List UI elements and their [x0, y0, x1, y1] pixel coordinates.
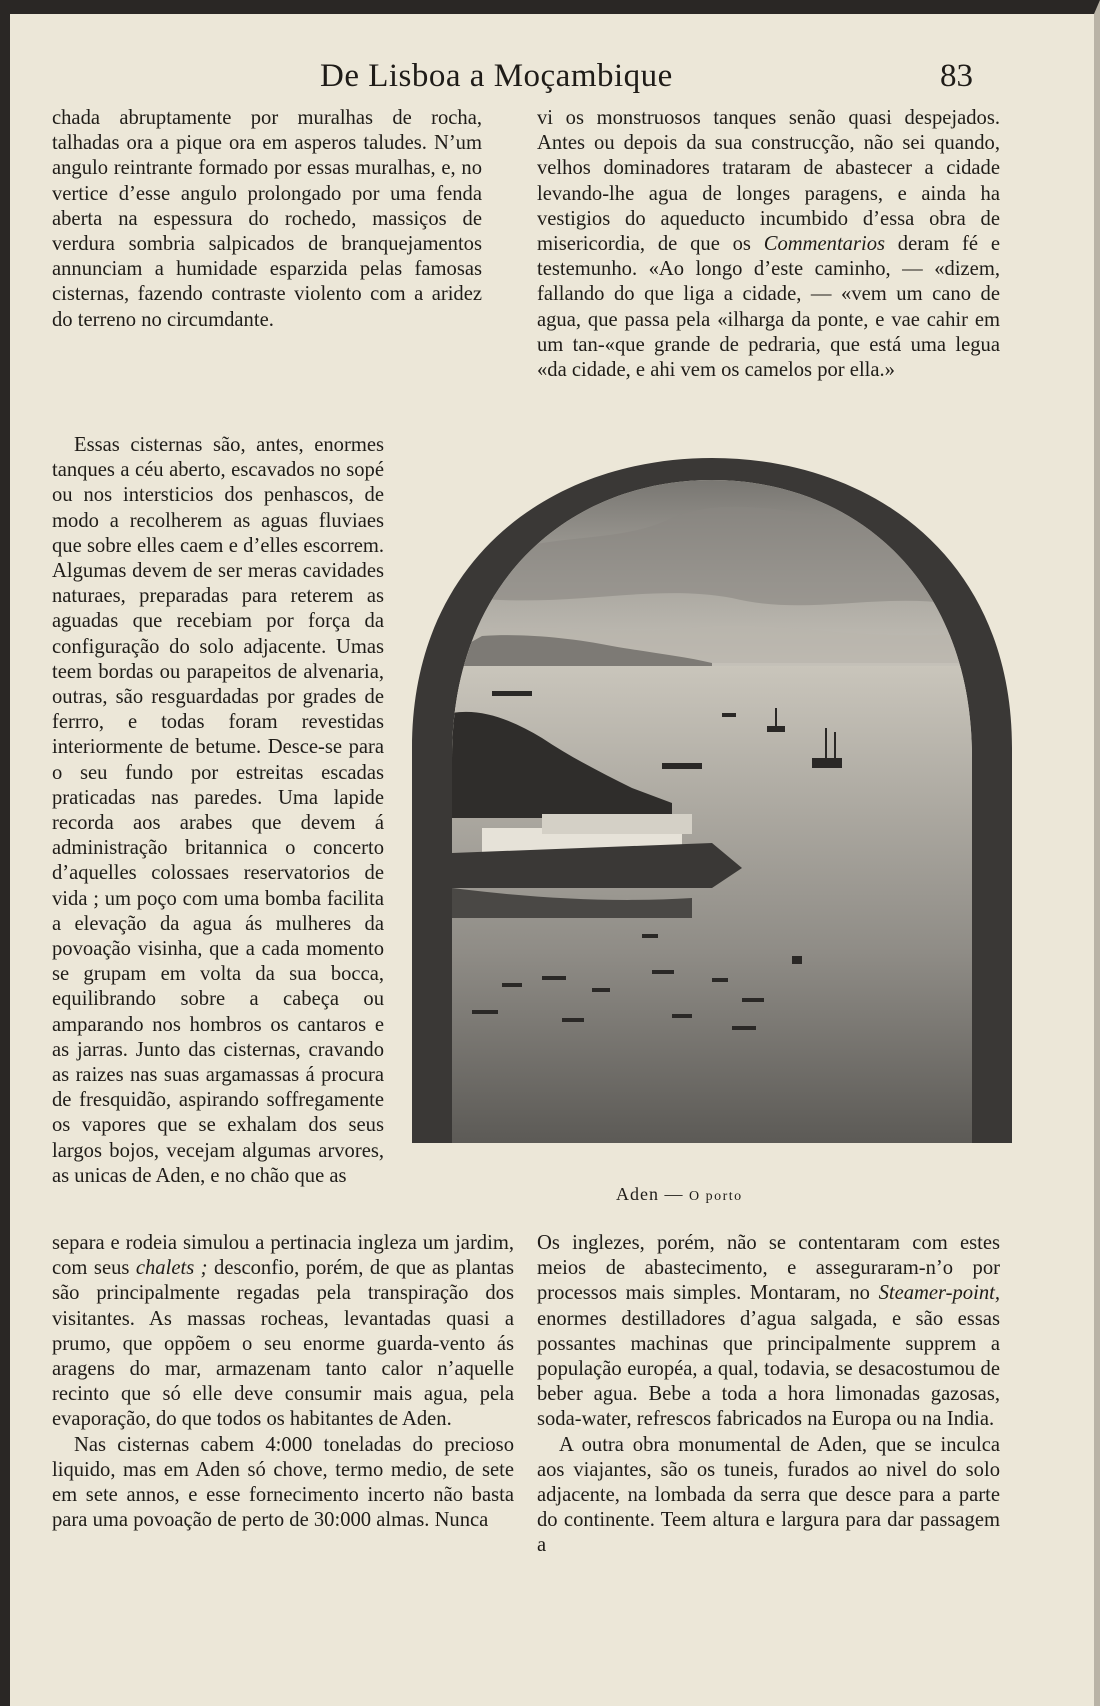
paragraph: Essas cisternas são, antes, enormes tanques a céu aberto, escavados no sopé ou nos intersticios dos penhascos, de modo a recolherem as aguas fluviaes que sobre elles caem e d’elles escorrem. Algumas devem de ser meras cavidades naturaes, preparadas para reterem as aguadas que recebiam por força da configuração do solo adjacente. Umas teem bordas ou parapeitos de alvenaria, outras, são resguardadas por grades de ferrro, e todas foram revestidas interiormente de betume. Desce-se para o seu fundo por estreitas escadas praticadas nas paredes. Uma lapide recorda aos arabes que devem á administração britannica o concerto d’aquelles colossaes reservatorios de vida ; um poço com uma bomba facilita a elevação da agua ás mulheres da povoação visinha, que a cada momento se grupam em volta da sua bocca, equilibrando sobre a cabeça ou amparando nos hombros os cantaros e as jarras. Junto das cisternas, cravando as raizes nas suas argamassas á procura de fresquidão, aspirando soffregamente os vapores que se exhalam dos seus largos bojos, vecejam algumas arvores, as unicas de Aden, e no chão que as [52, 434, 384, 1187]
italic-term: Steamer-point, [878, 1282, 1000, 1305]
italic-term: Commentarios [763, 233, 886, 256]
left-column-bottom [52, 1231, 514, 1533]
aden-harbour-illustration [412, 458, 1012, 1143]
paragraph: chada abruptamente por muralhas de rocha, talhadas ora a pique ora em asperos taludes. N’um angulo reintrante formado por essas muralhas, e, no vertice d’esse angulo prolongado por uma fenda aberta na espessura do rochedo, massiços de verdura sombria salpicados de branquejamentos annunciam a humidade esparzida pelas famosas cisternas, fazendo contraste violento com a aridez do terreno no circumdante. [52, 107, 482, 331]
harbour-buildings [542, 814, 692, 834]
left-column-top [52, 106, 482, 333]
figure-caption: Aden — O porto [616, 1184, 743, 1204]
paragraph: vi os monstruosos tanques senão quasi despejados. Antes ou depois da sua construcção, não sei quando, velhos dominadores trataram de abastecer a cidade levando-lhe agua de longes paragens, e ainda ha vestigios do aqueducto incumbido d’essa obra de misericordia, de que os Commentarios deram fé e testemunho. «Ao longo d’este caminho, — «dizem, fallando do que liga a cidade, — «vem um cano de agua, que passa pela «ilharga da ponte, e vae cahir em um tan-«que grande de pedraria, que está uma legua «da cidade, e ahi vem os camelos por ella.» [537, 107, 1000, 382]
right-column-bottom [537, 1231, 1000, 1559]
paragraph: Os inglezes, porém, não se contentaram com estes meios de abastecimento, e asseguraram-n’o por processos mais simples. Montaram, no Steamer-point, enormes destilladores d’agua salgada, e são essas possantes machinas que principalmente supprem a população européa, a qual, todavia, se desacostumou de beber agua. Bebe a toda a hora limonadas gazosas, soda-water, refrescos fabricados na Europa ou na India. [537, 1232, 1000, 1431]
paragraph: Nas cisternas cabem 4:000 toneladas do precioso liquido, mas em Aden só chove, termo medio, de sete em sete annos, e esse fornecimento incerto não basta para uma povoação de perto de 30:000 almas. Nunca [52, 1433, 514, 1532]
right-column-top [537, 106, 1000, 383]
italic-term: chalets ; [135, 1257, 208, 1280]
paragraph: separa e rodeia simulou a pertinacia ingleza um jardim, com seus chalets ; desconfio, porém, de que as plantas são principalmente regadas pela transpiração dos visitantes. As massas rocheas, levantadas quasi a prumo, que oppõem o seu enorme guarda-vento ás aragens do mar, armazenam tanto calor n’aquelle recinto que só elle deve consumir mais agua, pela evaporação, do que todos os habitantes de Aden. [52, 1232, 515, 1431]
left-column-narrow [52, 433, 384, 1189]
running-title: De Lisboa a Moçambique [320, 58, 673, 94]
paragraph: A outra obra monumental de Aden, que se inculca aos viajantes, são os tuneis, furados ao nivel do solo adjacente, na lombada da serra que desce para a parte do continente. Teem altura e largura para dar passagem a [537, 1433, 1000, 1557]
page-number: 83 [940, 58, 973, 94]
